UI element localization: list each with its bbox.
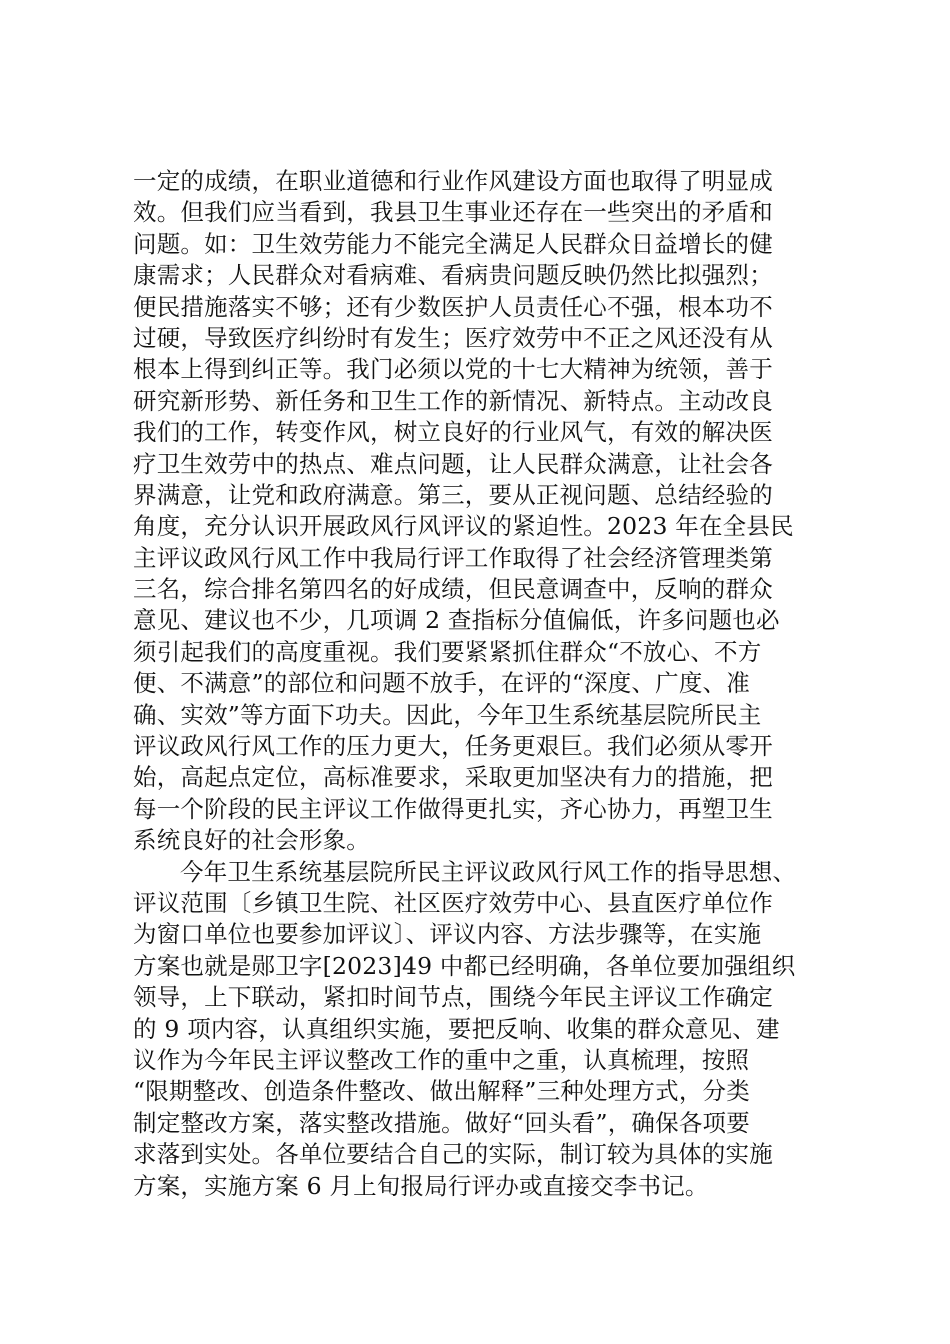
text-line: 的 9 项内容，认真组织实施，要把反响、收集的群众意见、建 [133, 1014, 780, 1043]
text-line: “限期整改、创造条件整改、做出解释”三种处理方式，分类 [133, 1077, 750, 1106]
paragraph-1 [133, 166, 823, 857]
text-line: 制定整改方案，落实整改措施。做好“回头看”，确保各项要 [133, 1108, 750, 1137]
text-line: 主评议政风行风工作中我局行评工作取得了社会经济管理类第 [133, 543, 773, 572]
text-line: 角度，充分认识开展政风行风评议的紧迫性。2023 年在全县民 [133, 512, 794, 541]
text-line: 康需求；人民群众对看病难、看病贵问题反映仍然比拟强烈； [133, 261, 773, 290]
text-line: 界满意，让党和政府满意。第三，要从正视问题、总结经验的 [133, 480, 773, 509]
text-line: 方案也就是郧卫字[2023]49 中都已经明确，各单位要加强组织 [133, 951, 796, 980]
text-line: 一定的成绩，在职业道德和行业作风建设方面也取得了明显成 [133, 167, 773, 195]
text-line: 领导，上下联动，紧扣时间节点，围绕今年民主评议工作确定 [133, 983, 773, 1012]
text-line: 意见、建议也不少，几项调 2 查指标分值偏低，许多问题也必 [133, 606, 780, 635]
text-line: 求落到实处。各单位要结合自己的实际，制订较为具体的实施 [133, 1140, 773, 1169]
text-line: 问题。如：卫生效劳能力不能完全满足人民群众日益增长的健 [133, 229, 773, 258]
text-line: 系统良好的社会形象。 [133, 826, 370, 855]
paragraph-2 [133, 857, 823, 1202]
text-line: 便民措施落实不够；还有少数医护人员责任心不强，根本功不 [133, 292, 773, 321]
text-line: 我们的工作，转变作风，树立良好的行业风气，有效的解决医 [133, 418, 773, 447]
text-line: 今年卫生系统基层院所民主评议政风行风工作的指导思想、 [180, 857, 797, 886]
text-line: 始，高起点定位，高标准要求，采取更加坚决有力的措施，把 [133, 763, 773, 792]
text-line: 效。但我们应当看到，我县卫生事业还存在一些突出的矛盾和 [133, 198, 773, 227]
text-line: 为窗口单位也要参加评议〕、评议内容、方法步骤等，在实施 [133, 920, 762, 949]
text-line: 评议范围〔乡镇卫生院、社区医疗效劳中心、县直医疗单位作 [133, 888, 773, 917]
text-line: 评议政风行风工作的压力更大，任务更艰巨。我们必须从零开 [133, 732, 773, 761]
document-body [133, 166, 823, 1202]
text-line: 三名，综合排名第四名的好成绩，但民意调查中，反响的群众 [133, 575, 773, 604]
text-line: 须引起我们的高度重视。我们要紧紧抓住群众“不放心、不方 [133, 637, 762, 666]
text-line: 方案，实施方案 6 月上旬报局行评办或直接交李书记。 [133, 1171, 709, 1200]
text-line: 研究新形势、新任务和卫生工作的新情况、新特点。主动改良 [133, 386, 773, 415]
text-line: 每一个阶段的民主评议工作做得更扎实，齐心协力，再塑卫生 [133, 794, 773, 823]
text-line: 根本上得到纠正等。我门必须以党的十七大精神为统领，善于 [133, 355, 773, 384]
text-line: 疗卫生效劳中的热点、难点问题，让人民群众满意，让社会各 [133, 449, 773, 478]
text-line: 便、不满意”的部位和问题不放手，在评的“深度、广度、准 [133, 669, 750, 698]
text-line: 确、实效”等方面下功夫。因此，今年卫生系统基层院所民主 [133, 700, 762, 729]
text-line: 过硬，导致医疗纠纷时有发生；医疗效劳中不正之风还没有从 [133, 323, 773, 352]
text-line: 议作为今年民主评议整改工作的重中之重，认真梳理，按照 [133, 1045, 750, 1074]
